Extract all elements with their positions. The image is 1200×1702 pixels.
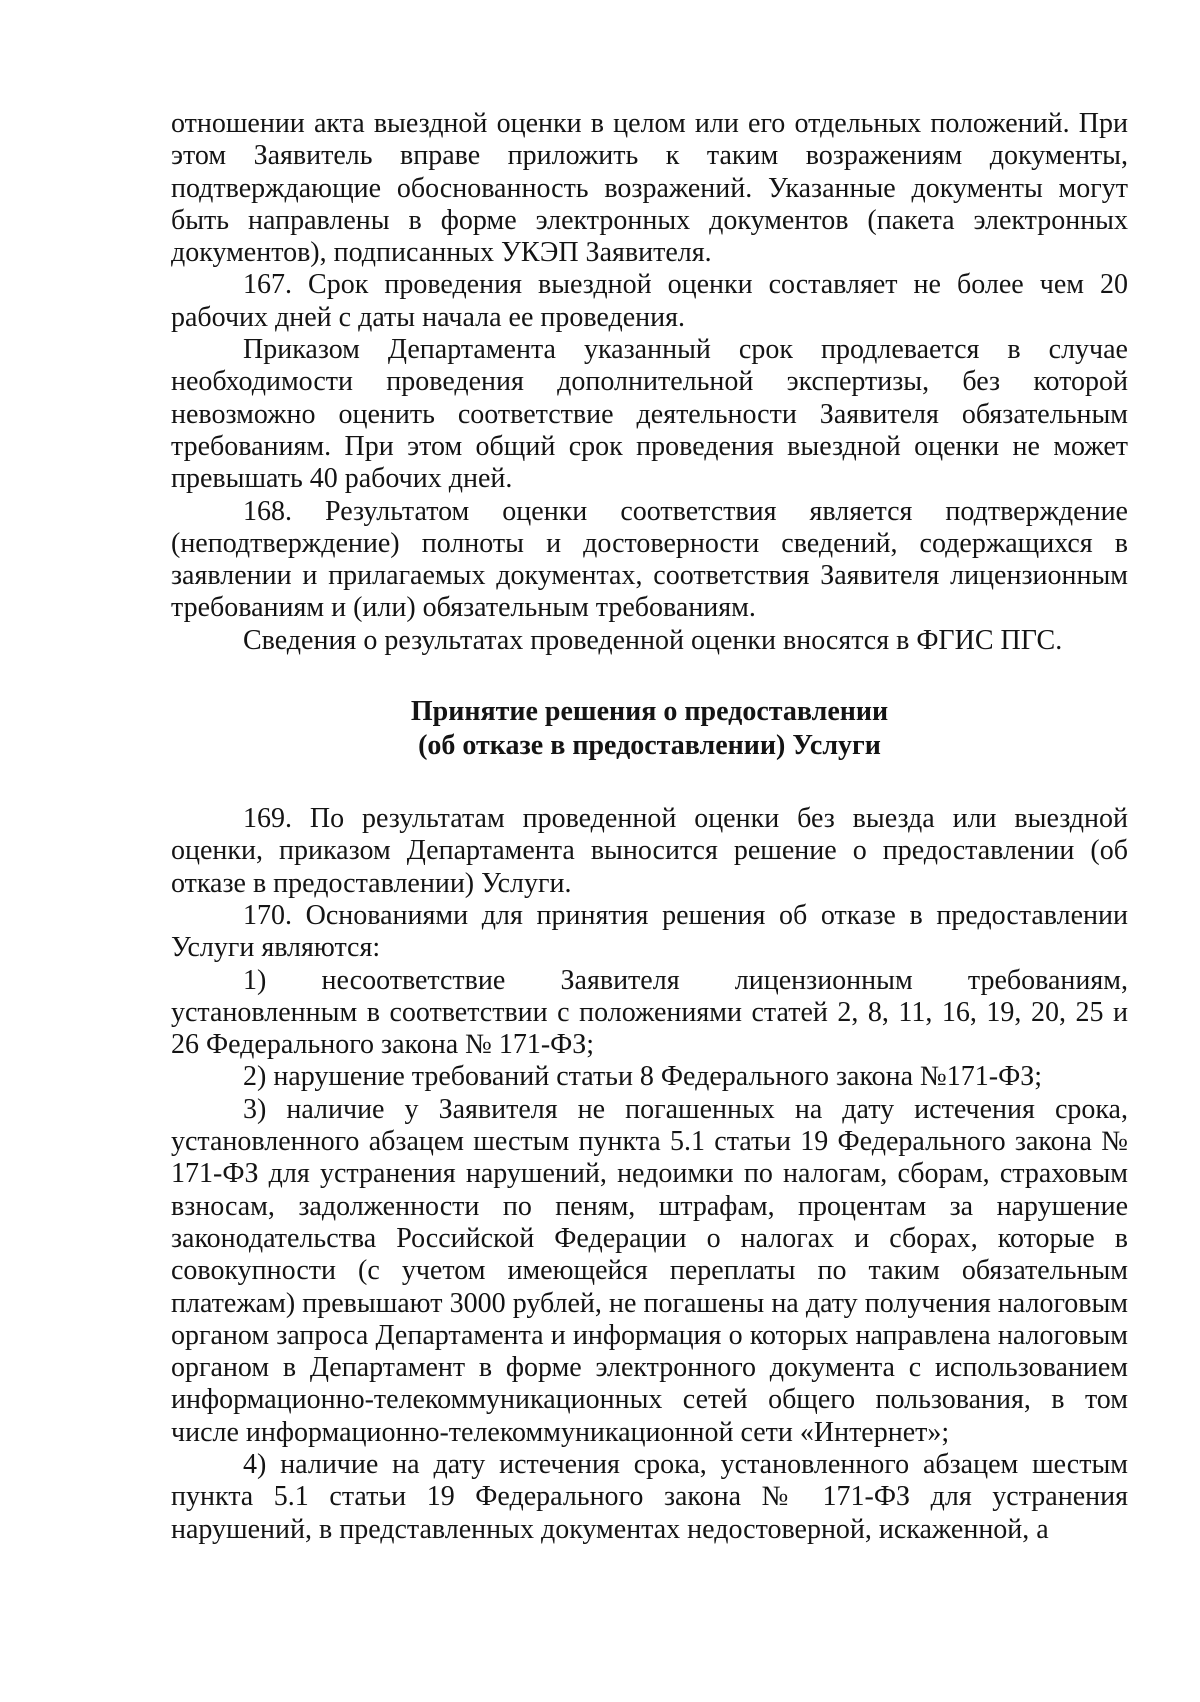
section-heading-line-2: (об отказе в предоставлении) Услуги (418, 730, 881, 762)
paragraph-168: 168. Результатом оценки соответствия является подтверждение (неподтверждение) полноты и достоверности сведений, содержащихся в заявлении и прилагаемых документах, соответствия Заявителя лицензионным требованиям и (или) обязательным требованиям. (171, 495, 1128, 624)
section-heading-line-1: Принятие решения о предоставлении (410, 696, 889, 728)
paragraph-results-info: Сведения о результатах проведенной оценки вносятся в ФГИС ПГС. (243, 624, 1063, 656)
section-heading (171, 695, 1128, 763)
document-page (171, 108, 1128, 1546)
list-item-4: 4) наличие на дату истечения срока, установленного абзацем шестым пункта 5.1 статьи 19 Федерального закона № 171-ФЗ для устранения нарушений, в представленных документах недостоверной, искаженной, а (171, 1448, 1128, 1545)
list-item-2: 2) нарушение требований статьи 8 Федерального закона №171-ФЗ; (243, 1061, 1043, 1093)
paragraph-169: 169. По результатам проведенной оценки без выезда или выездной оценки, приказом Департамента выносится решение о предоставлении (об отказе в предоставлении) Услуги. (171, 803, 1128, 899)
list-item-3: 3) наличие у Заявителя не погашенных на дату истечения срока, установленного абзацем шестым пункта 5.1 статьи 19 Федерального закона № 171-ФЗ для устранения нарушений, недоимки по налогам, сборам, страховым взносам, задолженности по пеням, штрафам, процентам за нарушение законодательства Российской Федерации о налогах и сборах, которые в совокупности (с учетом имеющейся переплаты по таким обязательным платежам) превышают 3000 рублей, не погашены на дату получения налоговым органом запроса Департамента и информация о которых направлена налоговым органом в Департамент в форме электронного документа с использованием информационно-телекоммуникационных сетей общего пользования, в том числе информационно-телекоммуникационной сети «Интернет»; (171, 1093, 1128, 1448)
paragraph-continuation: отношении акта выездной оценки в целом или его отдельных положений. При этом Заявитель вправе приложить к таким возражениям документы, подтверждающие обоснованность возражений. Указанные документы могут быть направлены в форме электронных документов (пакета электронных документов), подписанных УКЭП Заявителя. (171, 108, 1128, 269)
list-item-1: 1) несоответствие Заявителя лицензионным требованиям, установленным в соответствии с положениями статей 2, 8, 11, 16, 19, 20, 25 и 26 Федерального закона № 171-ФЗ; (171, 964, 1128, 1061)
paragraph-170: 170. Основаниями для принятия решения об отказе в предоставлении Услуги являются: (171, 899, 1128, 964)
paragraph-extension: Приказом Департамента указанный срок продлевается в случае необходимости проведения дополнительной экспертизы, без которой невозможно оценить соответствие деятельности Заявителя обязательным требованиям. При этом общий срок проведения выездной оценки не может превышать 40 рабочих дней. (171, 334, 1128, 495)
paragraph-167: 167. Срок проведения выездной оценки составляет не более чем 20 рабочих дней с даты начала ее проведения. (171, 269, 1128, 333)
